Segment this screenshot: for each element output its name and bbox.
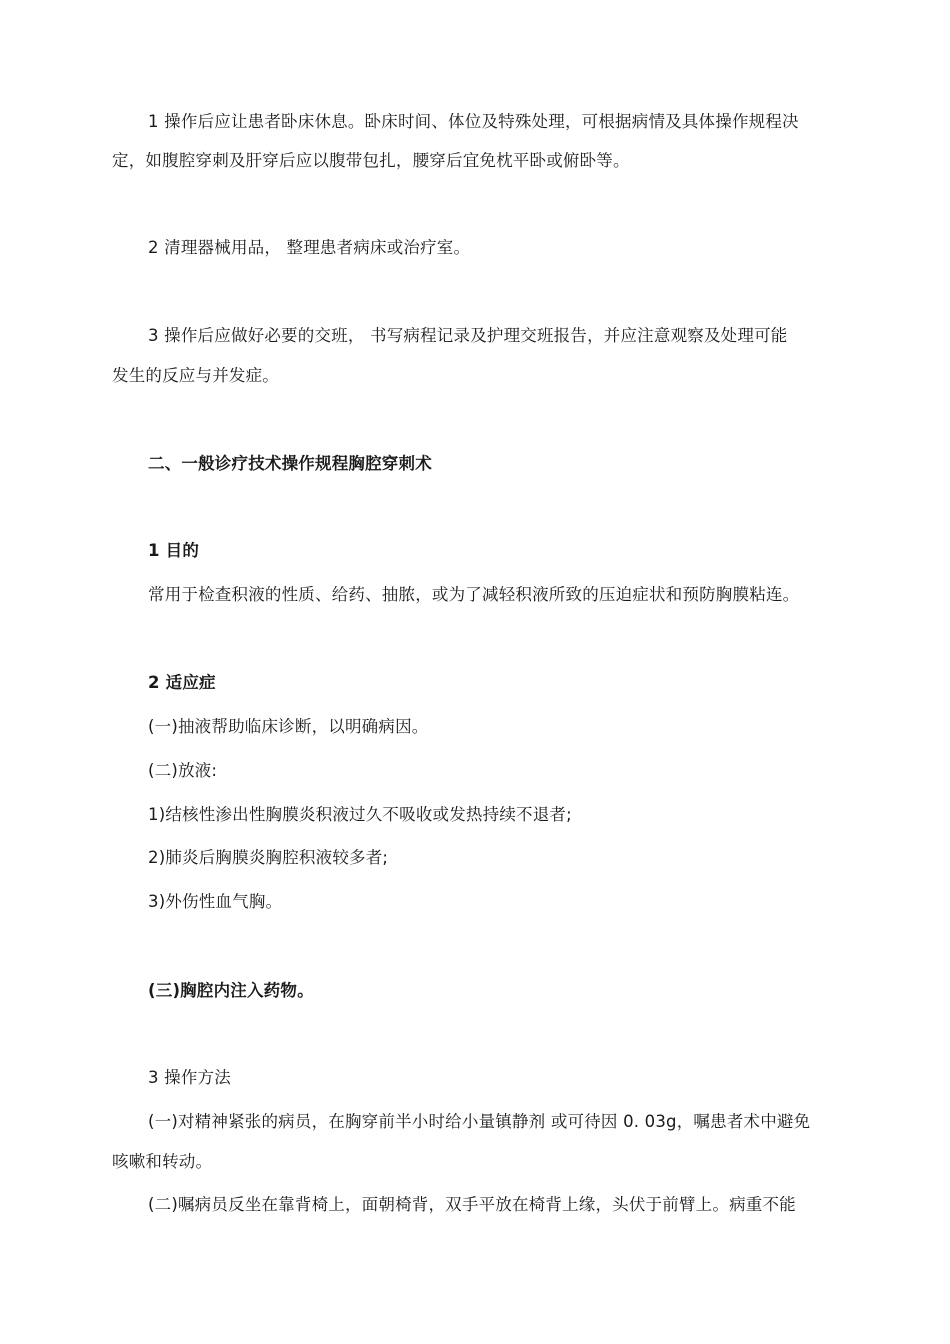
method-step1-line1: (一)对精神紧张的病员，在胸穿前半小时给小量镇静剂 或可待因 0. 03g，嘱患者术中避免 [148, 1112, 811, 1131]
method-heading: 3 操作方法 [148, 1068, 231, 1087]
indications-heading: 2 适应症 [148, 673, 216, 692]
indication-sub-3: 3)外伤性血气胸。 [148, 892, 283, 911]
section-title: 二、一般诊疗技术操作规程胸腔穿刺术 [148, 454, 432, 473]
indication-item-3: (三)胸腔内注入药物。 [148, 981, 314, 1000]
postop-para3-line1: 3 操作后应做好必要的交班， 书写病程记录及护理交班报告，并应注意观察及处理可能 [148, 326, 788, 345]
indication-item-2: (二)放液: [148, 761, 218, 780]
indication-sub-2: 2)肺炎后胸膜炎胸腔积液较多者; [148, 848, 389, 867]
method-step2-line1: (二)嘱病员反坐在靠背椅上，面朝椅背，双手平放在椅背上缘，头伏于前臂上。病重不能 [148, 1195, 796, 1214]
postop-para1-line1: 1 操作后应让患者卧床休息。卧床时间、体位及特殊处理，可根据病情及具体操作规程决 [148, 112, 799, 131]
postop-para2: 2 清理器械用品， 整理患者病床或治疗室。 [148, 238, 471, 257]
postop-para1-line2: 定，如腹腔穿刺及肝穿后应以腹带包扎，腰穿后宜免枕平卧或俯卧等。 [112, 151, 630, 170]
purpose-heading: 1 目的 [148, 541, 200, 560]
indication-sub-1: 1)结核性渗出性胸膜炎积液过久不吸收或发热持续不退者; [148, 805, 572, 824]
postop-para3-line2: 发生的反应与并发症。 [112, 366, 279, 385]
purpose-text: 常用于检查积液的性质、给药、抽脓，或为了减轻积液所致的压迫症状和预防胸膜粘连。 [148, 585, 800, 604]
indication-item-1: (一)抽液帮助临床诊断，以明确病因。 [148, 717, 429, 736]
method-step1-line2: 咳嗽和转动。 [112, 1152, 213, 1171]
